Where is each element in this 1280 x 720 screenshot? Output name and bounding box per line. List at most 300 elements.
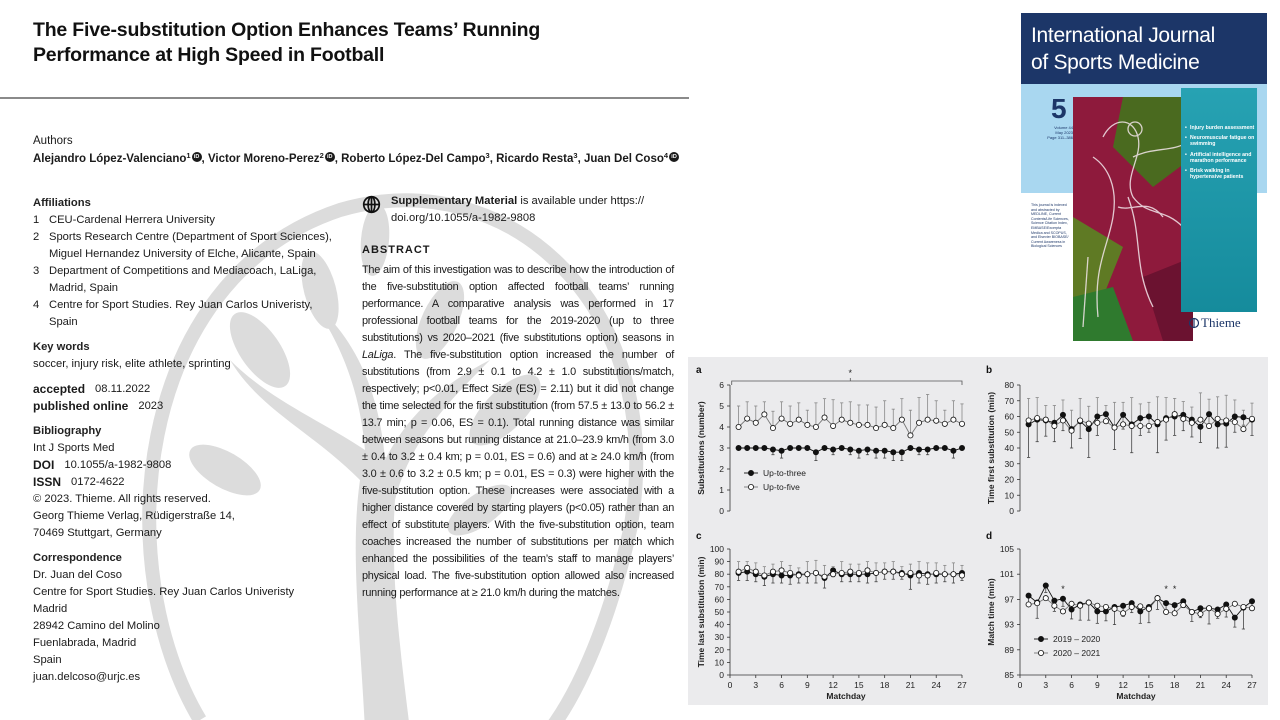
affiliation-number: 3 xyxy=(33,265,40,277)
cover-volume: Volume 44 xyxy=(1054,125,1073,130)
data-point xyxy=(839,417,844,422)
article-title xyxy=(33,18,673,68)
data-point xyxy=(1172,412,1177,417)
affiliation-item xyxy=(33,263,343,297)
journal-cover xyxy=(1021,13,1267,341)
data-point xyxy=(779,573,784,578)
data-point xyxy=(1052,598,1057,603)
data-point xyxy=(1224,606,1229,611)
cover-title-line-2: of Sports Medicine xyxy=(1031,51,1200,74)
title-divider xyxy=(0,97,689,99)
data-point xyxy=(1138,604,1143,609)
data-point xyxy=(899,572,904,577)
data-point xyxy=(1163,609,1168,614)
x-tick-label: 21 xyxy=(1195,680,1206,690)
data-point xyxy=(1241,415,1246,420)
data-point xyxy=(822,574,827,579)
significance-bracket xyxy=(732,378,962,385)
data-point xyxy=(959,421,964,426)
author-affiliation-number: 3 xyxy=(573,151,578,160)
y-tick-label: 10 xyxy=(714,657,724,668)
doi-value[interactable]: 10.1055/a-1982-9808 xyxy=(64,459,172,471)
data-point xyxy=(1189,609,1194,614)
data-point xyxy=(899,417,904,422)
issn-label: ISSN xyxy=(33,475,62,489)
data-point xyxy=(839,570,844,575)
x-tick-label: 12 xyxy=(1118,680,1128,690)
abstract-italic: LaLiga xyxy=(362,349,394,361)
x-tick-label: 9 xyxy=(1094,680,1100,690)
author-affiliation-number: 1 xyxy=(186,151,191,160)
data-point xyxy=(942,572,947,577)
y-tick-label: 40 xyxy=(1004,443,1014,453)
y-tick-label: 4 xyxy=(719,422,724,432)
corr-line: Centre for Sport Studies. Rey Juan Carlos Univeristy xyxy=(33,586,295,598)
data-point xyxy=(848,447,853,452)
y-tick-label: 60 xyxy=(714,594,724,605)
data-point xyxy=(959,573,964,578)
data-point xyxy=(1215,416,1220,421)
data-point xyxy=(908,570,913,575)
data-point xyxy=(753,445,758,450)
data-point xyxy=(1232,615,1237,620)
y-tick-label: 93 xyxy=(1004,619,1014,630)
data-point xyxy=(831,572,836,577)
affiliation-line: Sports Research Centre (Department of Sport Sciences), xyxy=(49,231,332,243)
y-tick-label: 70 xyxy=(714,581,724,592)
data-point xyxy=(951,417,956,422)
data-point xyxy=(1060,596,1065,601)
cover-pages: Page 311–386 xyxy=(1047,135,1073,140)
data-point xyxy=(770,425,775,430)
cover-topics-panel xyxy=(1181,88,1257,312)
data-point xyxy=(951,448,956,453)
data-point xyxy=(1112,606,1117,611)
y-tick-label: 50 xyxy=(1004,427,1014,438)
issn-value: 0172-4622 xyxy=(71,476,125,488)
data-point xyxy=(1121,611,1126,616)
x-tick-label: 15 xyxy=(854,680,864,690)
data-point xyxy=(873,425,878,430)
significance-marker: * xyxy=(1172,583,1177,594)
data-point xyxy=(951,572,956,577)
y-tick-label: 101 xyxy=(999,569,1014,580)
correspondence-section xyxy=(33,550,343,686)
cover-title-line-1: International Journal xyxy=(1031,24,1215,47)
data-point xyxy=(916,447,921,452)
affiliation-text xyxy=(49,212,215,229)
accepted-label: accepted xyxy=(33,382,86,396)
x-tick-label: 24 xyxy=(1221,680,1231,690)
data-point xyxy=(1138,423,1143,428)
x-tick-label: 27 xyxy=(1247,680,1257,690)
legend-label: 2019 – 2020 xyxy=(1053,634,1101,644)
data-point xyxy=(1241,604,1246,609)
y-tick-label: 60 xyxy=(1004,411,1014,422)
orcid-icon[interactable]: iD xyxy=(192,152,202,162)
data-point xyxy=(1198,417,1203,422)
data-point xyxy=(779,568,784,573)
corr-line: Fuenlabrada, Madrid xyxy=(33,637,137,649)
corr-line: 28942 Camino del Molino xyxy=(33,620,160,632)
affiliation-item xyxy=(33,229,343,263)
data-point xyxy=(788,421,793,426)
correspondence-heading: Correspondence xyxy=(33,552,122,564)
data-point xyxy=(1103,412,1108,417)
author-name: Roberto López-Del Campo xyxy=(341,153,486,165)
data-point xyxy=(1026,593,1031,598)
data-point xyxy=(1232,419,1237,424)
supplementary-label: Supplementary Material xyxy=(391,195,518,207)
y-axis-label: Match time (min) xyxy=(986,578,996,646)
data-point xyxy=(770,447,775,452)
data-point xyxy=(865,447,870,452)
data-point xyxy=(770,569,775,574)
data-point xyxy=(1232,601,1237,606)
cover-topic: • Artificial intelligence and marathon performance xyxy=(1185,152,1259,164)
supplementary-link[interactable]: doi.org/10.1055/a-1982-9808 xyxy=(391,212,536,224)
journal-abbrev: Int J Sports Med xyxy=(33,442,115,454)
data-point xyxy=(1103,419,1108,424)
x-axis-label: Matchday xyxy=(1116,691,1156,701)
panel-letter: a xyxy=(696,365,702,376)
legend-marker xyxy=(748,484,753,489)
copyright-text: © 2023. Thieme. All rights reserved. xyxy=(33,493,211,505)
data-point xyxy=(1129,423,1134,428)
figure-svg xyxy=(688,357,1268,705)
data-point xyxy=(1129,604,1134,609)
data-point xyxy=(908,433,913,438)
x-axis-label: Matchday xyxy=(826,691,866,701)
y-tick-label: 90 xyxy=(714,556,724,567)
affiliation-line: Spain xyxy=(49,316,78,328)
cover-date: May 2023 xyxy=(1055,130,1073,135)
data-point xyxy=(745,445,750,450)
data-point xyxy=(1035,415,1040,420)
data-point xyxy=(788,570,793,575)
y-axis-label: Substitutions (number) xyxy=(696,401,706,495)
legend-marker xyxy=(748,470,753,475)
significance-marker: * xyxy=(1164,583,1168,594)
y-tick-label: 20 xyxy=(714,644,724,655)
keywords-text: soccer, injury risk, elite athlete, sprinting xyxy=(33,358,231,370)
data-point xyxy=(1189,420,1194,425)
chart-panel-c xyxy=(696,531,967,701)
x-tick-label: 15 xyxy=(1144,680,1154,690)
keywords-section xyxy=(33,339,343,373)
cover-brand: Thieme xyxy=(1201,315,1241,330)
data-point xyxy=(1086,427,1091,432)
data-point xyxy=(1060,418,1065,423)
legend-label: 2020 – 2021 xyxy=(1053,648,1101,658)
data-point xyxy=(813,450,818,455)
data-point xyxy=(891,425,896,430)
y-tick-label: 40 xyxy=(714,619,724,630)
x-tick-label: 21 xyxy=(905,680,916,690)
data-point xyxy=(736,445,741,450)
data-point xyxy=(753,569,758,574)
y-tick-label: 30 xyxy=(714,632,724,643)
legend-marker xyxy=(1038,636,1043,641)
x-tick-label: 18 xyxy=(1169,680,1180,690)
data-point xyxy=(891,569,896,574)
x-tick-label: 0 xyxy=(1017,680,1023,690)
data-point xyxy=(1069,428,1074,433)
data-point xyxy=(805,572,810,577)
orcid-icon[interactable]: iD xyxy=(669,152,679,162)
panel-letter: b xyxy=(986,365,993,376)
data-point xyxy=(1043,583,1048,588)
publisher-address-2: 70469 Stuttgart, Germany xyxy=(33,527,162,539)
y-tick-label: 105 xyxy=(999,544,1014,554)
affiliation-line: CEU-Cardenal Herrera University xyxy=(49,214,215,226)
data-point xyxy=(1241,427,1246,432)
author-name: Juan Del Coso xyxy=(583,153,664,165)
dates-section xyxy=(33,381,343,415)
doi-label: DOI xyxy=(33,458,55,472)
x-tick-label: 27 xyxy=(957,680,967,690)
data-point xyxy=(1249,416,1254,421)
legend-label: Up-to-five xyxy=(763,482,800,492)
data-point xyxy=(839,445,844,450)
data-point xyxy=(942,421,947,426)
data-point xyxy=(848,420,853,425)
x-tick-label: 6 xyxy=(779,680,784,690)
corr-email[interactable]: juan.delcoso@urjc.es xyxy=(33,671,141,683)
data-point xyxy=(1103,604,1108,609)
significance-marker: * xyxy=(1061,583,1065,594)
data-point xyxy=(1026,602,1031,607)
data-point xyxy=(1155,419,1160,424)
data-point xyxy=(865,568,870,573)
abstract-heading: ABSTRACT xyxy=(362,244,431,256)
affiliation-text xyxy=(49,297,312,331)
data-point xyxy=(1035,601,1040,606)
data-point xyxy=(856,448,861,453)
author-separator: , xyxy=(201,153,208,165)
data-point xyxy=(1198,424,1203,429)
data-point xyxy=(1146,423,1151,428)
data-point xyxy=(1086,600,1091,605)
author-affiliation-number: 3 xyxy=(485,151,490,160)
y-tick-label: 2 xyxy=(719,464,724,474)
data-point xyxy=(899,450,904,455)
affiliation-number: 4 xyxy=(33,299,40,311)
data-point xyxy=(779,416,784,421)
data-point xyxy=(736,569,741,574)
data-point xyxy=(813,424,818,429)
x-tick-label: 18 xyxy=(879,680,890,690)
author-affiliation-number: 2 xyxy=(319,151,324,160)
data-point xyxy=(1078,418,1083,423)
affiliation-text xyxy=(49,263,316,297)
data-point xyxy=(959,445,964,450)
data-point xyxy=(908,445,913,450)
data-point xyxy=(934,570,939,575)
abstract-body xyxy=(362,262,674,602)
x-tick-label: 9 xyxy=(804,680,810,690)
data-point xyxy=(813,570,818,575)
data-point xyxy=(762,445,767,450)
chart-panel-d xyxy=(986,531,1257,701)
title-line-2: Performance at High Speed in Football xyxy=(33,44,385,66)
data-point xyxy=(1060,412,1065,417)
data-point xyxy=(1043,596,1048,601)
data-point xyxy=(873,570,878,575)
affiliation-line: Department of Competitions and Mediacoach, LaLiga, xyxy=(49,265,317,277)
author-name: Alejandro López-Valenciano xyxy=(33,153,187,165)
cover-volume-info xyxy=(1029,125,1073,140)
corr-line: Dr. Juan del Coso xyxy=(33,569,122,581)
data-point xyxy=(745,565,750,570)
authors-section xyxy=(33,134,683,167)
panel-letter: c xyxy=(696,531,702,542)
data-point xyxy=(1026,418,1031,423)
data-point xyxy=(1215,611,1220,616)
chart-panel-b xyxy=(986,365,1255,516)
data-point xyxy=(796,417,801,422)
x-tick-label: 24 xyxy=(931,680,941,690)
title-line-1: The Five-substitution Option Enhances Teams’ Running xyxy=(33,19,541,41)
x-tick-label: 0 xyxy=(727,680,733,690)
data-point xyxy=(1206,412,1211,417)
x-tick-label: 3 xyxy=(753,680,759,690)
data-point xyxy=(1095,414,1100,419)
data-point xyxy=(934,445,939,450)
abstract-part-2: . The five-substitution option increased the number of substitutions (from 2.9 ± 0.1 to 4.2 ± 1.0 substitutions/match, respectively; p<0.01, Effect Size (ES) = 2.11) but it did not change the time selected for the first substitution (from 57.5 ± 13.0 to 56.2 ± 13.7 min; p = 0.06, ES = 0.1). Total running distance was similar between seasons but running distance at 21.0–23.9 km/h (from 3.0 ± 0.4 to 3.2 ± 0.4 km; p = 0.01, ES = 0.6) and at ≥ 24.0 km/h (from 3.0 ± 0.6 to 3.2 ± 0.5 km; p = 0.01, ES = 0.3) were higher with the five-substitution option. These increases were associated with a higher distance covered by starting players (p<0.05) rather than an effect of substitute players. With the five-substitution option, team coaches increased the number of substitutions per match which enhanced the possibilities of the team’s staff to manage players’ physical load. The five-substitution option allowed also increased running performance at ≥ 21.0 km/h during the matches. xyxy=(362,349,674,599)
data-point xyxy=(1249,599,1254,604)
data-point xyxy=(1215,422,1220,427)
data-point xyxy=(805,445,810,450)
data-point xyxy=(1163,417,1168,422)
data-point xyxy=(1121,603,1126,608)
cover-topics-list xyxy=(1185,125,1259,184)
affiliations-heading: Affiliations xyxy=(33,197,91,209)
data-point xyxy=(831,423,836,428)
data-point xyxy=(1043,417,1048,422)
results-figure xyxy=(688,357,1268,705)
data-point xyxy=(1172,611,1177,616)
affiliation-text xyxy=(49,229,332,263)
data-point xyxy=(848,569,853,574)
data-point xyxy=(1206,606,1211,611)
data-point xyxy=(745,416,750,421)
authors-heading: Authors xyxy=(33,135,73,147)
chart-panel-a xyxy=(696,365,965,516)
data-point xyxy=(831,447,836,452)
y-axis-label: Time first substitution (min) xyxy=(986,391,996,505)
thieme-logo-icon xyxy=(1189,317,1199,329)
data-point xyxy=(822,445,827,450)
y-tick-label: 85 xyxy=(1004,670,1014,680)
author-separator: , xyxy=(489,153,497,165)
data-point xyxy=(1121,422,1126,427)
data-point xyxy=(1206,423,1211,428)
data-point xyxy=(882,422,887,427)
y-tick-label: 30 xyxy=(1004,458,1014,469)
affiliation-line: Centre for Sport Studies. Rey Juan Carlos Univeristy, xyxy=(49,299,313,311)
accepted-date: 08.11.2022 xyxy=(95,383,151,395)
data-point xyxy=(925,417,930,422)
data-point xyxy=(1095,420,1100,425)
data-point xyxy=(753,420,758,425)
y-tick-label: 1 xyxy=(719,485,724,495)
data-point xyxy=(1078,603,1083,608)
affiliation-line: Miguel Hernandez University of Elche, Alicante, Spain xyxy=(49,248,316,260)
data-point xyxy=(1198,611,1203,616)
x-tick-label: 12 xyxy=(828,680,838,690)
x-tick-label: 3 xyxy=(1043,680,1049,690)
data-point xyxy=(1121,412,1126,417)
data-point xyxy=(805,422,810,427)
data-point xyxy=(779,448,784,453)
data-point xyxy=(873,448,878,453)
data-point xyxy=(856,570,861,575)
orcid-icon[interactable]: iD xyxy=(325,152,335,162)
y-tick-label: 0 xyxy=(719,506,724,516)
cover-title xyxy=(1031,22,1215,76)
y-tick-label: 89 xyxy=(1004,644,1014,655)
bibliography-section xyxy=(33,423,343,542)
affiliations-section xyxy=(33,195,343,331)
data-point xyxy=(1138,609,1143,614)
legend-marker xyxy=(1038,650,1043,655)
published-label: published online xyxy=(33,399,129,413)
data-point xyxy=(1112,425,1117,430)
y-tick-label: 97 xyxy=(1004,594,1014,605)
author-separator: , xyxy=(334,153,342,165)
data-point xyxy=(1060,609,1065,614)
y-tick-label: 80 xyxy=(1004,380,1014,390)
abstract-column xyxy=(362,193,674,602)
y-tick-label: 0 xyxy=(1009,506,1014,516)
data-point xyxy=(1181,602,1186,607)
author-separator: , xyxy=(577,153,584,165)
data-point xyxy=(1232,414,1237,419)
y-tick-label: 50 xyxy=(714,607,724,617)
corr-line: Spain xyxy=(33,654,62,666)
data-point xyxy=(1069,607,1074,612)
y-tick-label: 70 xyxy=(1004,395,1014,406)
data-point xyxy=(762,573,767,578)
supplementary-text: is available under https:// xyxy=(517,195,645,207)
data-point xyxy=(1155,596,1160,601)
author-name: Ricardo Resta xyxy=(496,153,574,165)
data-point xyxy=(796,573,801,578)
data-point xyxy=(1095,603,1100,608)
cover-topic: • Injury burden assessment xyxy=(1185,125,1259,131)
keywords-heading: Key words xyxy=(33,341,90,353)
affiliation-number: 2 xyxy=(33,231,40,243)
affiliation-item xyxy=(33,212,343,229)
published-date: 2023 xyxy=(138,400,164,412)
article-info-column xyxy=(33,195,343,694)
data-point xyxy=(882,448,887,453)
data-point xyxy=(891,450,896,455)
y-tick-label: 5 xyxy=(719,401,724,411)
data-point xyxy=(916,420,921,425)
y-tick-label: 20 xyxy=(1004,474,1014,485)
y-tick-label: 100 xyxy=(709,544,724,554)
data-point xyxy=(925,447,930,452)
author-affiliation-number: 4 xyxy=(663,151,669,160)
data-point xyxy=(882,569,887,574)
cover-issue-number: 5 xyxy=(1051,93,1067,124)
publisher-address-1: Georg Thieme Verlag, Rüdigerstraße 14, xyxy=(33,510,235,522)
abstract-part-1: The aim of this investigation was to describe how the introduction of the five-substitution option affected football teams’ running performance. A comparative analysis was performed in 17 professional football teams for the 2019-2020 (up to three substitutions) vs 2020–2021 (five substitutions option) seasons in xyxy=(362,264,674,344)
y-axis-label: Time last substitution (min) xyxy=(696,556,706,668)
data-point xyxy=(796,445,801,450)
